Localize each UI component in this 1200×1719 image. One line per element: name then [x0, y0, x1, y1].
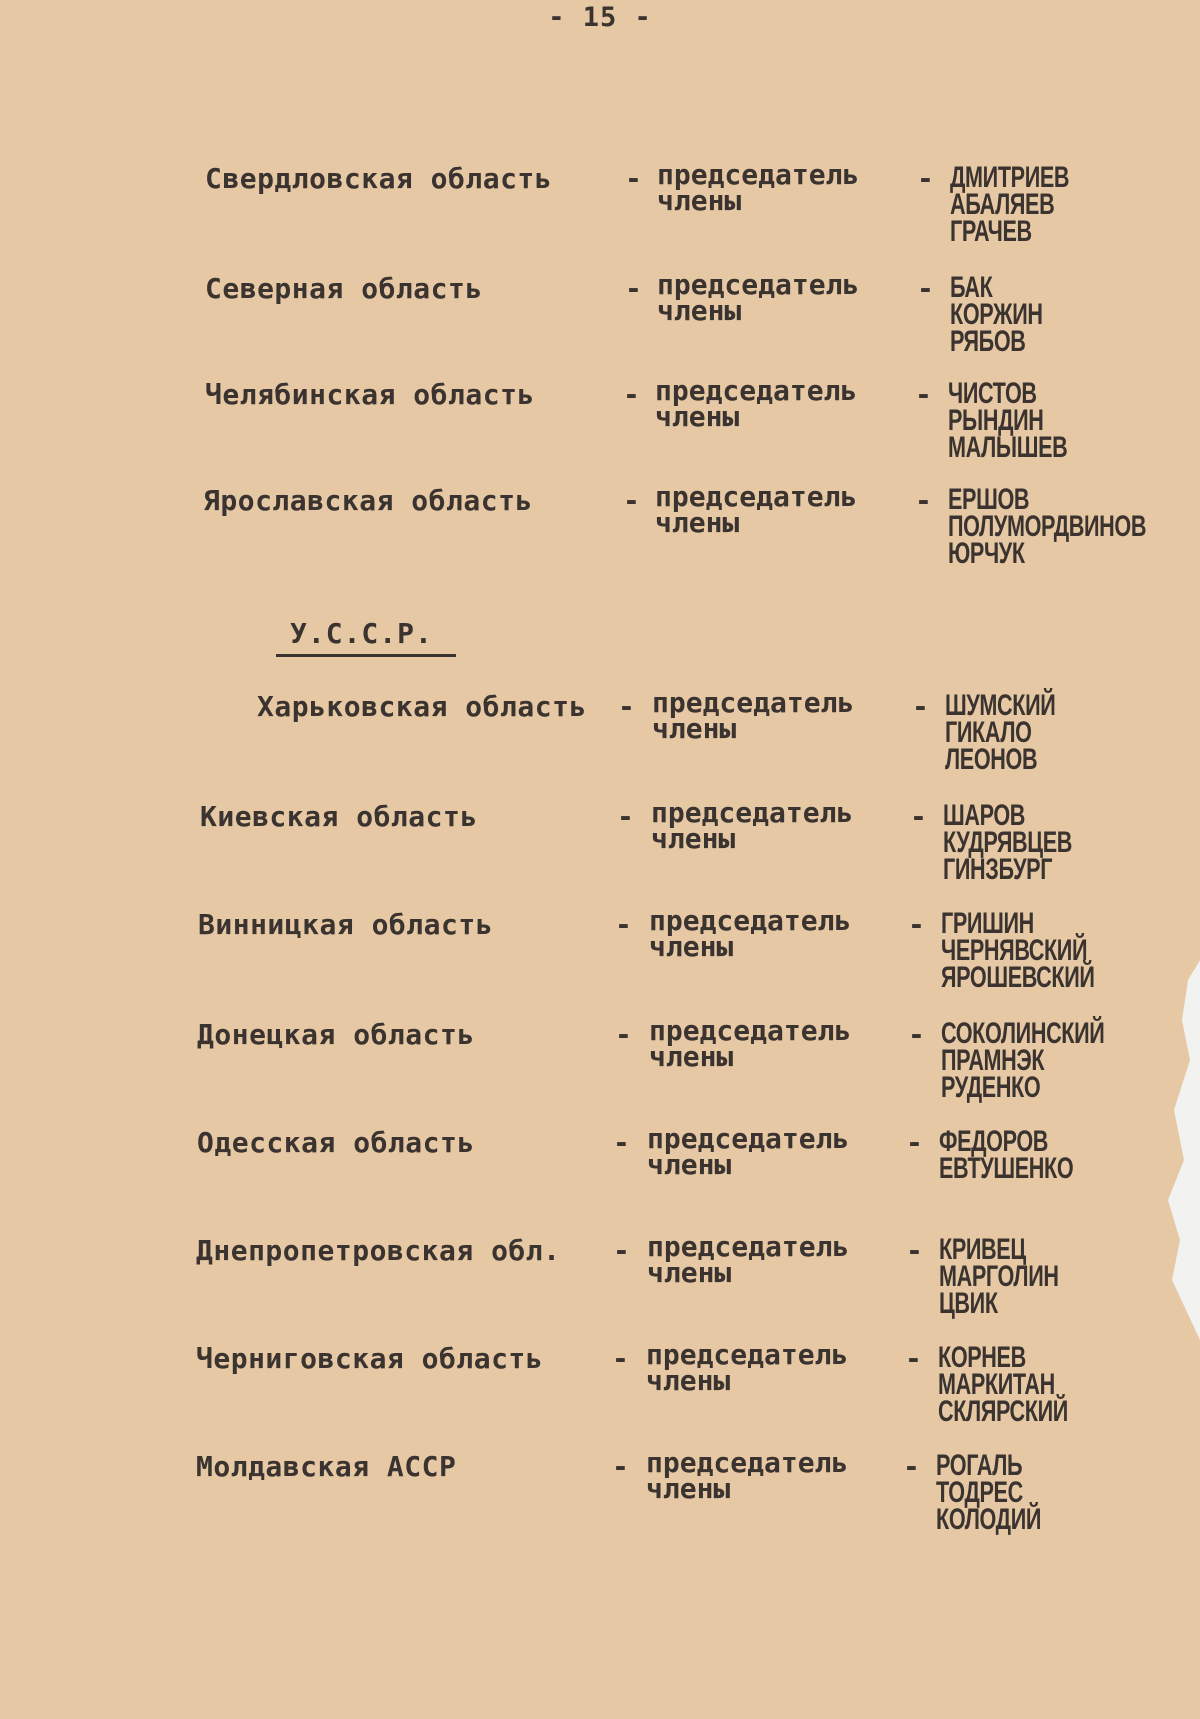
region-name: Свердловская область — [205, 162, 553, 195]
role-labels — [649, 1014, 852, 1073]
member-name: ГРАЧЕВ — [950, 215, 1032, 248]
member-names — [950, 161, 1070, 248]
role-labels — [647, 1122, 850, 1181]
dash-separator: - — [615, 908, 632, 941]
member-name: ЕВТУШЕНКО — [939, 1152, 1074, 1185]
dash-separator: - — [908, 1018, 925, 1051]
role-chairman-label: председатель — [646, 1338, 849, 1371]
role-chairman-label: председатель — [657, 158, 860, 191]
dash-separator: - — [612, 1450, 629, 1483]
member-name: КОЛОДИЙ — [936, 1503, 1042, 1536]
region-name: Киевская область — [200, 800, 478, 833]
region-name: Винницкая область — [198, 908, 494, 941]
dash-separator: - — [617, 800, 634, 833]
role-chairman-label: председатель — [647, 1122, 850, 1155]
dash-separator: - — [903, 1450, 920, 1483]
dash-separator: - — [908, 908, 925, 941]
member-name: ЮРЧУК — [948, 537, 1025, 570]
dash-separator: - — [912, 690, 929, 723]
torn-paper-edge — [1160, 960, 1200, 1340]
role-chairman-label: председатель — [649, 1014, 852, 1047]
member-name: ПОЛУМОРДВИНОВ — [948, 510, 1147, 543]
dash-separator: - — [618, 690, 635, 723]
chairman-name: БАК — [950, 271, 993, 304]
role-members-label: члены — [647, 1148, 732, 1181]
member-names — [939, 1233, 1059, 1320]
member-name: КОРЖИН — [950, 298, 1043, 331]
region-name: Черниговская область — [196, 1342, 544, 1375]
member-name: ЦВИК — [939, 1287, 998, 1320]
role-members-label: члены — [649, 1040, 734, 1073]
member-names — [936, 1449, 1042, 1536]
member-name: КУДРЯВЦЕВ — [943, 826, 1072, 859]
role-chairman-label: председатель — [647, 1230, 850, 1263]
member-name: МАРГОЛИН — [939, 1260, 1059, 1293]
role-chairman-label: председатель — [657, 268, 860, 301]
dash-separator: - — [613, 1234, 630, 1267]
role-labels — [649, 904, 852, 963]
role-labels — [647, 1230, 850, 1289]
dash-separator: - — [917, 272, 934, 305]
member-name: ПРАМНЭК — [941, 1044, 1045, 1077]
region-name: Днепропетровская обл. — [196, 1234, 561, 1267]
dash-separator: - — [612, 1342, 629, 1375]
section-heading-underline — [276, 654, 456, 657]
dash-separator: - — [623, 378, 640, 411]
dash-separator: - — [625, 162, 642, 195]
role-members-label: члены — [655, 506, 740, 539]
dash-separator: - — [910, 800, 927, 833]
role-chairman-label: председатель — [651, 796, 854, 829]
role-chairman-label: председатель — [655, 374, 858, 407]
role-members-label: члены — [646, 1364, 731, 1397]
role-labels — [646, 1338, 849, 1397]
role-labels — [657, 158, 860, 217]
dash-separator: - — [623, 484, 640, 517]
member-names — [948, 377, 1068, 464]
page-number: - 15 - — [548, 2, 652, 33]
role-chairman-label: председатель — [655, 480, 858, 513]
role-chairman-label: председатель — [646, 1446, 849, 1479]
dash-separator: - — [917, 162, 934, 195]
role-labels — [651, 796, 854, 855]
dash-separator: - — [905, 1342, 922, 1375]
member-name: РУДЕНКО — [941, 1071, 1041, 1104]
member-names — [948, 483, 1147, 570]
role-members-label: члены — [651, 822, 736, 855]
chairman-name: ГРИШИН — [941, 907, 1034, 940]
role-labels — [646, 1446, 849, 1505]
dash-separator: - — [915, 378, 932, 411]
member-name: РЫНДИН — [948, 404, 1044, 437]
region-name: Молдавская АССР — [196, 1450, 457, 1483]
member-name: ТОДРЕС — [936, 1476, 1023, 1509]
region-name: Донецкая область — [197, 1018, 475, 1051]
role-members-label: члены — [649, 930, 734, 963]
role-members-label: члены — [647, 1256, 732, 1289]
role-chairman-label: председатель — [652, 686, 855, 719]
chairman-name: ДМИТРИЕВ — [950, 161, 1070, 194]
role-members-label: члены — [657, 294, 742, 327]
dash-separator: - — [613, 1126, 630, 1159]
chairman-name: СОКОЛИНСКИЙ — [941, 1017, 1105, 1050]
chairman-name: ЕРШОВ — [948, 483, 1030, 516]
member-name: ГИКАЛО — [945, 716, 1032, 749]
member-name: СКЛЯРСКИЙ — [938, 1395, 1068, 1428]
dash-separator: - — [615, 1018, 632, 1051]
role-chairman-label: председатель — [649, 904, 852, 937]
chairman-name: КОРНЕВ — [938, 1341, 1026, 1374]
role-labels — [655, 480, 858, 539]
chairman-name: КРИВЕЦ — [939, 1233, 1026, 1266]
member-names — [941, 907, 1095, 994]
member-name: ЧЕРНЯВСКИЙ — [941, 934, 1088, 967]
member-name: ЛЕОНОВ — [945, 743, 1038, 776]
dash-separator: - — [915, 484, 932, 517]
region-name: Одесская область — [197, 1126, 475, 1159]
chairman-name: ШУМСКИЙ — [945, 689, 1056, 722]
member-name: ЯРОШЕВСКИЙ — [941, 961, 1095, 994]
dash-separator: - — [625, 272, 642, 305]
chairman-name: ШАРОВ — [943, 799, 1026, 832]
role-members-label: члены — [652, 712, 737, 745]
member-name: ГИНЗБУРГ — [943, 853, 1053, 886]
region-name: Северная область — [205, 272, 483, 305]
dash-separator: - — [906, 1234, 923, 1267]
member-names — [938, 1341, 1068, 1428]
member-name: РЯБОВ — [950, 325, 1026, 358]
dash-separator: - — [906, 1126, 923, 1159]
role-labels — [652, 686, 855, 745]
member-names — [941, 1017, 1105, 1104]
member-names — [939, 1125, 1074, 1185]
role-members-label: члены — [657, 184, 742, 217]
role-labels — [655, 374, 858, 433]
member-name: АБАЛЯЕВ — [950, 188, 1055, 221]
member-names — [950, 271, 1043, 358]
member-names — [945, 689, 1056, 776]
member-name: МАРКИТАН — [938, 1368, 1055, 1401]
chairman-name: РОГАЛЬ — [936, 1449, 1023, 1482]
region-name: Ярославская область — [203, 484, 533, 517]
role-labels — [657, 268, 860, 327]
section-heading: У.С.С.Р. — [290, 617, 433, 650]
chairman-name: ФЕДОРОВ — [939, 1125, 1049, 1158]
member-name: МАЛЫШЕВ — [948, 431, 1068, 464]
role-members-label: члены — [655, 400, 740, 433]
member-names — [943, 799, 1072, 886]
region-name: Харьковская область — [257, 690, 587, 723]
chairman-name: ЧИСТОВ — [948, 377, 1037, 410]
role-members-label: члены — [646, 1472, 731, 1505]
region-name: Челябинская область — [205, 378, 535, 411]
